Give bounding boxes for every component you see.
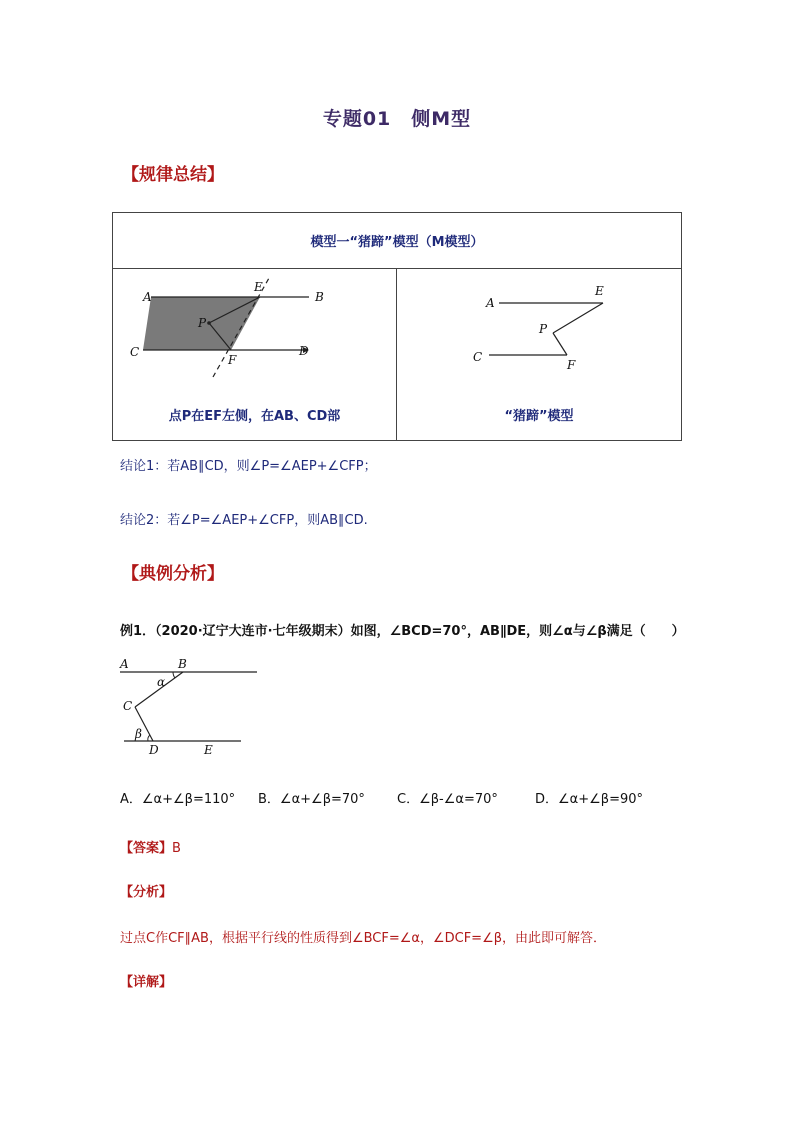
- option-c: C．∠β-∠α=70°: [397, 792, 498, 807]
- label-beta: β: [135, 727, 142, 741]
- answer-label: 【答案】: [120, 841, 173, 856]
- label-b: B: [178, 657, 187, 671]
- label-e: E: [254, 280, 263, 294]
- label-p: P: [198, 316, 207, 330]
- right-model-figure: [397, 277, 681, 387]
- answer-line: [120, 837, 181, 856]
- section-rules-heading: 【规律总结】: [122, 165, 224, 185]
- left-model-figure: [113, 277, 396, 387]
- label-c: C: [473, 350, 483, 364]
- angle-beta-arc: [148, 735, 150, 741]
- model-table-header-cell: [113, 213, 682, 269]
- label-a: A: [120, 657, 129, 671]
- model-table: [112, 212, 682, 441]
- analysis-label: 【分析】: [120, 885, 173, 900]
- label-b: B: [315, 290, 324, 304]
- model-left-cell: [113, 269, 397, 441]
- left-model-caption: 点P在EF左侧，在AB、CD部: [168, 409, 341, 424]
- model-right-cell: [397, 269, 682, 441]
- option-d: D．∠α+∠β=90°: [535, 792, 644, 807]
- label-e: E: [595, 284, 604, 298]
- label-c: C: [130, 345, 140, 359]
- model-table-header: 模型一“猪蹄”模型（M模型）: [310, 235, 484, 250]
- option-b: B．∠α+∠β=70°: [258, 792, 365, 807]
- segment-pf: [553, 333, 567, 355]
- page-title: 专题01 侧M型: [322, 108, 472, 130]
- label-e: E: [204, 743, 213, 757]
- label-a: A: [486, 296, 495, 310]
- label-p: P: [539, 322, 548, 336]
- label-f: F: [228, 353, 237, 367]
- section-examples-heading: 【典例分析】: [122, 564, 224, 584]
- example1-figure: [115, 655, 265, 760]
- label-alpha: α: [157, 675, 166, 689]
- label-d: D: [149, 743, 159, 757]
- right-model-caption: “猪蹄”模型: [504, 409, 574, 424]
- point-p: [207, 321, 211, 325]
- angle-alpha-arc: [173, 672, 175, 678]
- label-d: D: [299, 344, 309, 358]
- label-f: F: [567, 358, 576, 372]
- answer-value: B: [172, 841, 181, 856]
- analysis-text: 过点C作CF∥AB，根据平行线的性质得到∠BCF=∠α，∠DCF=∠β，由此即可解答．: [120, 931, 607, 946]
- option-a: A．∠α+∠β=110°: [120, 792, 236, 807]
- example1-prompt: 例1．（2020·辽宁大连市·七年级期末）如图，∠BCD=70°，AB∥DE，则∠α与∠β满足（ ）: [120, 624, 685, 639]
- conclusion-2: 结论2：若∠P=∠AEP+∠CFP，则AB∥CD.: [120, 513, 368, 528]
- label-c: C: [123, 699, 133, 713]
- detail-label: 【详解】: [120, 975, 173, 990]
- label-a: A: [143, 290, 152, 304]
- segment-ep: [553, 303, 603, 333]
- conclusion-1: 结论1：若AB∥CD，则∠P=∠AEP+∠CFP；: [120, 459, 377, 474]
